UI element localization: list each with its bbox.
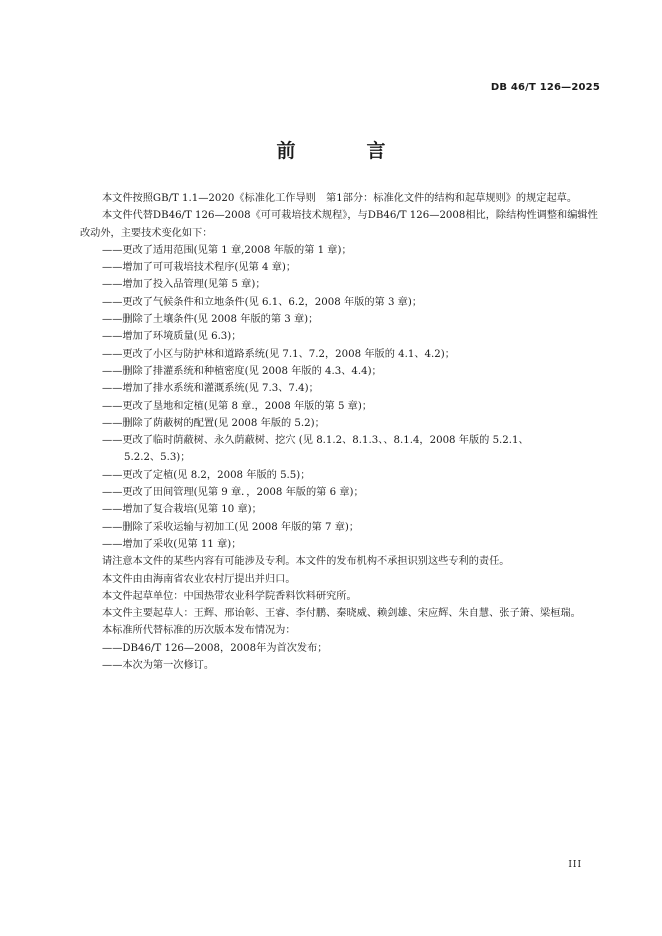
page-title: 前 言 [276, 140, 412, 162]
change-item-continuation: 5.2.2、5.3)； [124, 452, 191, 464]
history-item: ——DB46/T 126—2008，2008年为首次发布； [102, 642, 328, 654]
change-item: ——删除了采收运输与初加工(见 2008 年版的第 7 章)； [102, 521, 360, 533]
document-code: DB 46/T 126—2025 [490, 82, 600, 93]
drafters: 本文件主要起草人：王辉、邢诒彰、王睿、李付鹏、秦晓威、赖剑雄、宋应辉、朱自慧、张子箫、梁桓瑞。 [102, 608, 581, 620]
history-item: ——本次为第一次修订。 [102, 660, 215, 672]
change-item: ——更改了小区与防护林和道路系统(见 7.1、7.2，2008 年版的 4.1、4.2)； [102, 348, 455, 360]
change-item: ——删除了土壤条件(见 2008 年版的第 3 章)； [102, 314, 319, 326]
change-item: ——删除了排灌系统和种植密度(见 2008 年版的 4.3、4.4)； [102, 365, 382, 377]
change-item: ——更改了田间管理(见第 9 章．，2008 年版的第 6 章)； [102, 487, 364, 499]
drafting-organization: 本文件起草单位：中国热带农业科学院香料饮料研究所。 [102, 590, 357, 602]
change-item: ——删除了荫蔽树的配置(见 2008 年版的 5.2)； [102, 417, 325, 429]
change-item: ——增加了环境质量(见 6.3)； [102, 331, 242, 343]
change-item: ——增加了采收(见第 11 章)； [102, 538, 242, 550]
change-item: ——增加了投入品管理(见第 5 章)； [102, 279, 266, 291]
proposer-statement: 本文件由由海南省农业农村厅提出并归口。 [102, 573, 296, 585]
patent-notice: 请注意本文件的某些内容有可能涉及专利。本文件的发布机构不承担识别这些专利的责任。 [102, 556, 510, 568]
change-item: ——更改了垦地和定植(见第 8 章.，2008 年版的第 5 章)； [102, 400, 373, 412]
change-item: ——增加了可可栽培技术程序(见第 4 章)； [102, 262, 297, 274]
page-number: III [568, 860, 582, 870]
change-item: ——更改了临时荫蔽树、永久荫蔽树、挖穴 (见 8.1.2、8.1.3、、8.1.4，2008 年版的 5.2.1、 [102, 435, 529, 447]
paragraph-replacement: 本文件代替DB46/T 126—2008《可可栽培技术规程》，与DB46/T 126—2008相比，除结构性调整和编辑性改动外，主要技术变化如下： [80, 210, 598, 239]
change-item: ——更改了气候条件和立地条件(见 6.1、6.2，2008 年版的第 3 章)； [102, 296, 423, 308]
change-item: ——更改了适用范围(见第 1 章,2008 年版的第 1 章)； [102, 244, 352, 256]
change-item: ——更改了定植(见 8.2，2008 年版的 5.5)； [102, 469, 311, 481]
change-item: ——增加了排水系统和灌溉系统(见 7.3、7.4)； [102, 383, 319, 395]
change-item: ——增加了复合栽培(见第 10 章)； [102, 504, 262, 516]
history-heading: 本标准所代替标准的历次版本发布情况为： [102, 625, 296, 637]
paragraph-drafting-rules: 本文件按照GB/T 1.1—2020《标准化工作导则 第1部分：标准化文件的结构和起草规则》的规定起草。 [102, 193, 578, 204]
document-body [80, 190, 600, 674]
